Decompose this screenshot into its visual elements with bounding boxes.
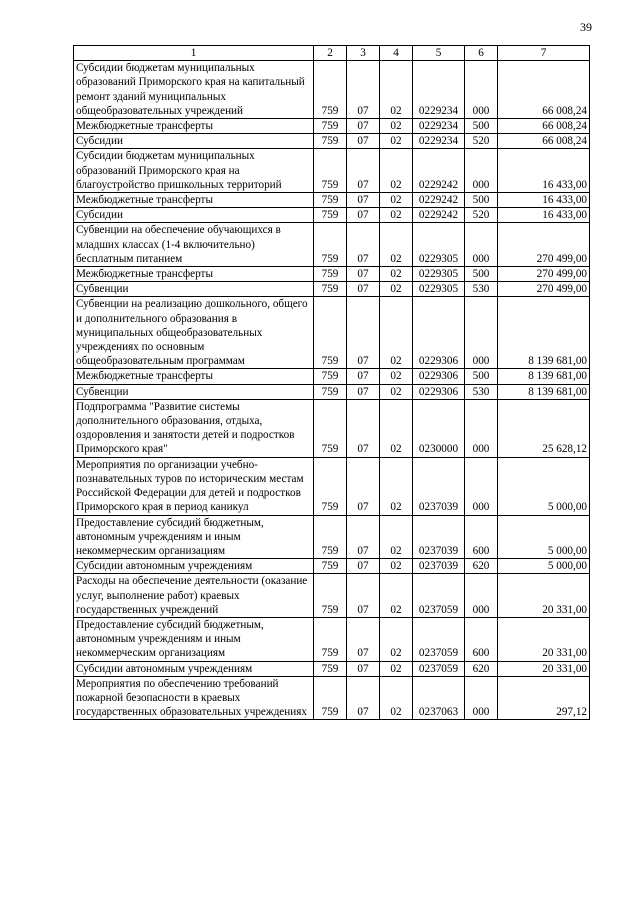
amount-cell: 20 331,00 — [498, 574, 590, 618]
expense-type-cell: 500 — [465, 369, 498, 384]
ministry-code-cell: 759 — [314, 297, 347, 369]
section-code-cell: 07 — [347, 617, 380, 661]
ministry-code-cell: 759 — [314, 399, 347, 457]
expense-type-cell: 520 — [465, 208, 498, 223]
target-code-cell: 0229242 — [413, 149, 465, 193]
row-name-cell: Субвенции — [74, 282, 314, 297]
row-name-cell: Субсидии бюджетам муниципальных образований Приморского края на благоустройство пришкольных территорий — [74, 149, 314, 193]
expense-type-cell: 000 — [465, 61, 498, 119]
subsection-code-cell: 02 — [380, 457, 413, 515]
amount-cell: 66 008,24 — [498, 134, 590, 149]
amount-cell: 20 331,00 — [498, 617, 590, 661]
section-code-cell: 07 — [347, 559, 380, 574]
subsection-code-cell: 02 — [380, 399, 413, 457]
amount-cell: 270 499,00 — [498, 267, 590, 282]
ministry-code-cell: 759 — [314, 617, 347, 661]
ministry-code-cell: 759 — [314, 134, 347, 149]
section-code-cell: 07 — [347, 369, 380, 384]
amount-cell: 16 433,00 — [498, 149, 590, 193]
table-row — [74, 574, 590, 618]
column-header: 6 — [465, 46, 498, 61]
column-header: 2 — [314, 46, 347, 61]
amount-cell: 66 008,24 — [498, 119, 590, 134]
table-row — [74, 119, 590, 134]
expense-type-cell: 530 — [465, 282, 498, 297]
subsection-code-cell: 02 — [380, 559, 413, 574]
table-row — [74, 676, 590, 720]
row-name-cell: Межбюджетные трансферты — [74, 119, 314, 134]
expense-type-cell: 000 — [465, 297, 498, 369]
expense-type-cell: 000 — [465, 676, 498, 720]
subsection-code-cell: 02 — [380, 617, 413, 661]
subsection-code-cell: 02 — [380, 149, 413, 193]
subsection-code-cell: 02 — [380, 282, 413, 297]
header-row — [74, 46, 590, 61]
section-code-cell: 07 — [347, 282, 380, 297]
ministry-code-cell: 759 — [314, 559, 347, 574]
page-number: 39 — [580, 20, 592, 34]
target-code-cell: 0229234 — [413, 134, 465, 149]
table-row — [74, 515, 590, 559]
subsection-code-cell: 02 — [380, 297, 413, 369]
ministry-code-cell: 759 — [314, 661, 347, 676]
subsection-code-cell: 02 — [380, 134, 413, 149]
target-code-cell: 0229305 — [413, 267, 465, 282]
ministry-code-cell: 759 — [314, 223, 347, 267]
expense-type-cell: 530 — [465, 384, 498, 399]
table-row — [74, 559, 590, 574]
target-code-cell: 0229305 — [413, 282, 465, 297]
subsection-code-cell: 02 — [380, 661, 413, 676]
amount-cell: 5 000,00 — [498, 559, 590, 574]
row-name-cell: Межбюджетные трансферты — [74, 267, 314, 282]
expense-type-cell: 600 — [465, 515, 498, 559]
subsection-code-cell: 02 — [380, 208, 413, 223]
amount-cell: 16 433,00 — [498, 193, 590, 208]
table-row — [74, 369, 590, 384]
row-name-cell: Предоставление субсидий бюджетным, автономным учреждениям и иным некоммерческим организациям — [74, 617, 314, 661]
expense-type-cell: 000 — [465, 149, 498, 193]
expense-type-cell: 000 — [465, 223, 498, 267]
row-name-cell: Субсидии — [74, 134, 314, 149]
row-name-cell: Мероприятия по организации учебно-познавательных туров по историческим местам Российской Федерации для детей и подростков Приморского края в период каникул — [74, 457, 314, 515]
table-row — [74, 193, 590, 208]
section-code-cell: 07 — [347, 661, 380, 676]
row-name-cell: Расходы на обеспечение деятельности (оказание услуг, выполнение работ) краевых государственных учреждений — [74, 574, 314, 618]
subsection-code-cell: 02 — [380, 369, 413, 384]
subsection-code-cell: 02 — [380, 193, 413, 208]
section-code-cell: 07 — [347, 574, 380, 618]
section-code-cell: 07 — [347, 457, 380, 515]
table-row — [74, 61, 590, 119]
section-code-cell: 07 — [347, 515, 380, 559]
target-code-cell: 0229242 — [413, 208, 465, 223]
row-name-cell: Подпрограмма "Развитие системы дополнительного образования, отдыха, оздоровления и занятости детей и подростков Приморского края" — [74, 399, 314, 457]
target-code-cell: 0230000 — [413, 399, 465, 457]
row-name-cell: Субвенции на обеспечение обучающихся в младших классах (1-4 включительно) бесплатным питанием — [74, 223, 314, 267]
row-name-cell: Предоставление субсидий бюджетным, автономным учреждениям и иным некоммерческим организациям — [74, 515, 314, 559]
ministry-code-cell: 759 — [314, 676, 347, 720]
subsection-code-cell: 02 — [380, 515, 413, 559]
column-header: 3 — [347, 46, 380, 61]
amount-cell: 270 499,00 — [498, 223, 590, 267]
section-code-cell: 07 — [347, 297, 380, 369]
target-code-cell: 0237039 — [413, 457, 465, 515]
table-row — [74, 149, 590, 193]
subsection-code-cell: 02 — [380, 61, 413, 119]
ministry-code-cell: 759 — [314, 515, 347, 559]
table-row — [74, 208, 590, 223]
row-name-cell: Межбюджетные трансферты — [74, 193, 314, 208]
subsection-code-cell: 02 — [380, 223, 413, 267]
expense-type-cell: 500 — [465, 267, 498, 282]
amount-cell: 8 139 681,00 — [498, 384, 590, 399]
expense-type-cell: 620 — [465, 559, 498, 574]
ministry-code-cell: 759 — [314, 457, 347, 515]
target-code-cell: 0237039 — [413, 515, 465, 559]
column-header: 4 — [380, 46, 413, 61]
budget-table — [73, 45, 590, 720]
section-code-cell: 07 — [347, 119, 380, 134]
target-code-cell: 0237059 — [413, 574, 465, 618]
target-code-cell: 0229234 — [413, 61, 465, 119]
expense-type-cell: 000 — [465, 457, 498, 515]
amount-cell: 66 008,24 — [498, 61, 590, 119]
section-code-cell: 07 — [347, 384, 380, 399]
row-name-cell: Мероприятия по обеспечению требований пожарной безопасности в краевых государственных образовательных учреждениях — [74, 676, 314, 720]
target-code-cell: 0237059 — [413, 661, 465, 676]
expense-type-cell: 000 — [465, 574, 498, 618]
target-code-cell: 0237039 — [413, 559, 465, 574]
target-code-cell: 0229306 — [413, 369, 465, 384]
amount-cell: 270 499,00 — [498, 282, 590, 297]
ministry-code-cell: 759 — [314, 282, 347, 297]
table-row — [74, 134, 590, 149]
amount-cell: 25 628,12 — [498, 399, 590, 457]
section-code-cell: 07 — [347, 267, 380, 282]
column-header: 7 — [498, 46, 590, 61]
table-row — [74, 399, 590, 457]
ministry-code-cell: 759 — [314, 369, 347, 384]
target-code-cell: 0229234 — [413, 119, 465, 134]
amount-cell: 20 331,00 — [498, 661, 590, 676]
table-row — [74, 661, 590, 676]
table-row — [74, 223, 590, 267]
row-name-cell: Субвенции на реализацию дошкольного, общего и дополнительного образования в муниципальных общеобразовательных учреждениях по основным общеобразовательным программам — [74, 297, 314, 369]
column-header: 1 — [74, 46, 314, 61]
row-name-cell: Субсидии — [74, 208, 314, 223]
table-row — [74, 267, 590, 282]
target-code-cell: 0237063 — [413, 676, 465, 720]
row-name-cell: Субсидии автономным учреждениям — [74, 661, 314, 676]
column-header: 5 — [413, 46, 465, 61]
amount-cell: 8 139 681,00 — [498, 297, 590, 369]
target-code-cell: 0229306 — [413, 297, 465, 369]
ministry-code-cell: 759 — [314, 208, 347, 223]
target-code-cell: 0229305 — [413, 223, 465, 267]
row-name-cell: Субсидии автономным учреждениям — [74, 559, 314, 574]
section-code-cell: 07 — [347, 149, 380, 193]
section-code-cell: 07 — [347, 193, 380, 208]
row-name-cell: Межбюджетные трансферты — [74, 369, 314, 384]
expense-type-cell: 500 — [465, 119, 498, 134]
section-code-cell: 07 — [347, 134, 380, 149]
section-code-cell: 07 — [347, 61, 380, 119]
ministry-code-cell: 759 — [314, 119, 347, 134]
expense-type-cell: 000 — [465, 399, 498, 457]
amount-cell: 5 000,00 — [498, 515, 590, 559]
expense-type-cell: 520 — [465, 134, 498, 149]
target-code-cell: 0229242 — [413, 193, 465, 208]
amount-cell: 297,12 — [498, 676, 590, 720]
subsection-code-cell: 02 — [380, 119, 413, 134]
table-row — [74, 457, 590, 515]
subsection-code-cell: 02 — [380, 384, 413, 399]
ministry-code-cell: 759 — [314, 61, 347, 119]
table-row — [74, 282, 590, 297]
subsection-code-cell: 02 — [380, 574, 413, 618]
table-row — [74, 617, 590, 661]
row-name-cell: Субсидии бюджетам муниципальных образований Приморского края на капитальный ремонт зданий муниципальных общеобразовательных учреждений — [74, 61, 314, 119]
target-code-cell: 0237059 — [413, 617, 465, 661]
amount-cell: 8 139 681,00 — [498, 369, 590, 384]
amount-cell: 5 000,00 — [498, 457, 590, 515]
expense-type-cell: 500 — [465, 193, 498, 208]
row-name-cell: Субвенции — [74, 384, 314, 399]
subsection-code-cell: 02 — [380, 676, 413, 720]
section-code-cell: 07 — [347, 399, 380, 457]
section-code-cell: 07 — [347, 223, 380, 267]
table-row — [74, 297, 590, 369]
amount-cell: 16 433,00 — [498, 208, 590, 223]
expense-type-cell: 620 — [465, 661, 498, 676]
table-row — [74, 384, 590, 399]
subsection-code-cell: 02 — [380, 267, 413, 282]
section-code-cell: 07 — [347, 208, 380, 223]
section-code-cell: 07 — [347, 676, 380, 720]
expense-type-cell: 600 — [465, 617, 498, 661]
ministry-code-cell: 759 — [314, 267, 347, 282]
ministry-code-cell: 759 — [314, 193, 347, 208]
ministry-code-cell: 759 — [314, 384, 347, 399]
target-code-cell: 0229306 — [413, 384, 465, 399]
ministry-code-cell: 759 — [314, 149, 347, 193]
ministry-code-cell: 759 — [314, 574, 347, 618]
